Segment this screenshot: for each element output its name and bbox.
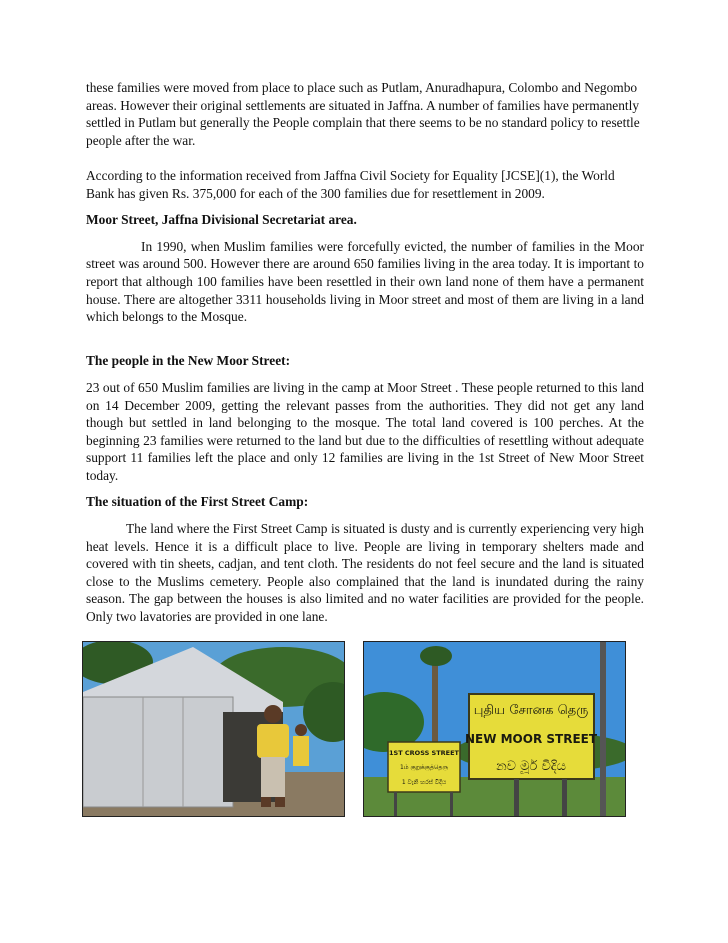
photo-street-signs <box>363 641 626 817</box>
small-sign-sinhala-text: 1 වැනි හරස් වීදිය <box>401 779 447 786</box>
sign-sinhala-text: නව මූර් වීදිය <box>496 759 566 774</box>
paragraph-first-street-camp: The land where the First Street Camp is situated is dusty and is currently experiencing very high heat levels. Hence it is a difficult place to live. People are living in temporary shelters made and covered with tin sheets, cadjan, and tent cloth. The residents do not feel secure and the land is situated close to the Muslims cemetery. People also complained that the land is inundated during the rainy season. The gap between the houses is also limited and no water facilities are provided for the people. Only two lavatories are provided in one lane. <box>86 521 644 625</box>
heading-first-street-camp: The situation of the First Street Camp: <box>86 494 309 510</box>
paragraph-new-moor-street: 23 out of 650 Muslim families are living in the camp at Moor Street . These people returned to this land on 14 December 2009, getting the relevant passes from the authorities. They did not get any land though but settled in land belonging to the mosque. The total land covered is 100 perches. At the beginning 23 families were returned to the land but due to the difficulties of resettling without adequate support 11 families left the place and only 12 families are living in the 1st Street of New Moor Street today. <box>86 379 644 483</box>
photo-temporary-shelter <box>82 641 345 817</box>
sign-tamil-text: புதிய சோனக தெரு <box>473 703 589 718</box>
paragraph-moor-street: In 1990, when Muslim families were forcefully evicted, the number of families in the Moor street was around 500. However there are around 650 families living in the area today. It is important to report that although 100 families have been resettled in their own land none of them have a permanent house. There are altogether 3311 households living in Moor street and most of them are living in a land which belongs to the Mosque. <box>86 238 644 325</box>
small-sign-tamil-text: 1ம் குறுக்குத்தெரு <box>399 764 449 771</box>
small-sign-english-text: 1ST CROSS STREET <box>389 749 459 757</box>
heading-new-moor-street: The people in the New Moor Street: <box>86 353 291 369</box>
heading-moor-street: Moor Street, Jaffna Divisional Secretariat area. <box>86 212 357 228</box>
shelter-photo-drawing <box>83 642 344 816</box>
paragraph-world-bank: According to the information received from Jaffna Civil Society for Equality [JCSE](1), the World Bank has given Rs. 375,000 for each of the 300 families due for resettlement in 2009. <box>86 167 615 201</box>
signs-photo-drawing <box>364 642 625 816</box>
document-page <box>86 79 644 626</box>
sign-english-text: NEW MOOR STREET <box>464 732 598 746</box>
paragraph-families-moved: these families were moved from place to place such as Putlam, Anuradhapura, Colombo and Negombo areas. However their original settlements are situated in Jaffna. A number of families have permanently settled in Putlam but generally the People complain that there seems to be no standard policy to resettle people after the war. <box>86 80 640 148</box>
